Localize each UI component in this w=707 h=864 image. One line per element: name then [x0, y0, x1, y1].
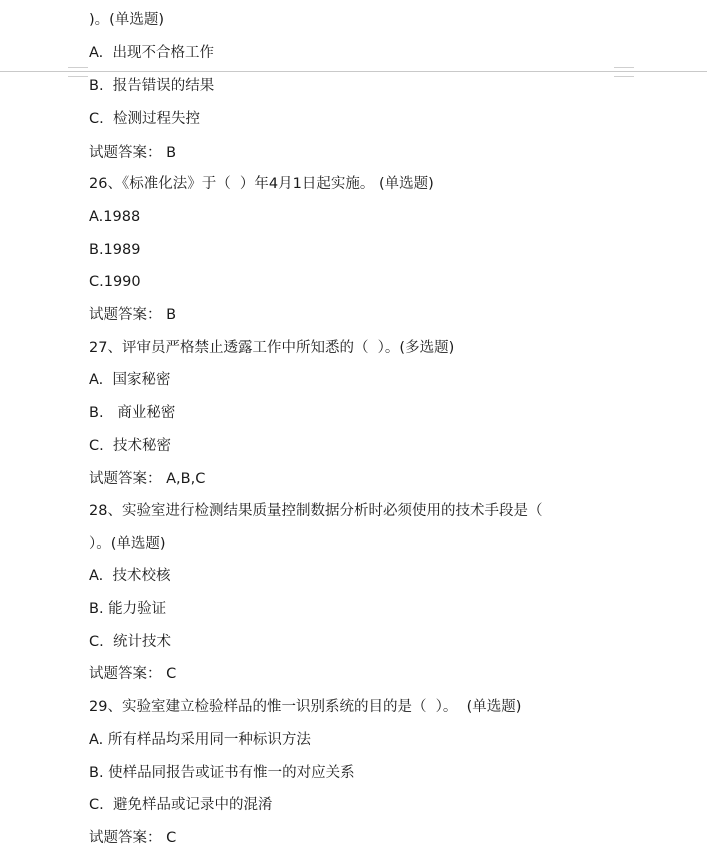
q28-option-c: C. 统计技术	[89, 634, 171, 650]
q27-option-b: B. 商业秘密	[89, 405, 176, 421]
q29-option-c: C. 避免样品或记录中的混淆	[89, 797, 273, 813]
q25-answer: 试题答案： B	[89, 145, 177, 161]
q29-text: 29、实验室建立检验样品的惟一识别系统的目的是（ ）。 (单选题)	[89, 699, 522, 715]
q26-option-a: A.1988	[89, 209, 141, 225]
q26-answer: 试题答案： B	[89, 307, 177, 323]
q28-option-a: A. 技术校核	[89, 568, 171, 584]
q25-option-c: C. 检测过程失控	[89, 111, 200, 127]
q28-text-continued: ）。(单选题)	[89, 536, 166, 552]
q25-option-a: A. 出现不合格工作	[89, 45, 214, 61]
q26-text: 26、《标准化法》于（ ）年4月1日起实施。 (单选题)	[89, 176, 434, 192]
q25-text-tail: )。(单选题)	[89, 12, 164, 28]
q27-option-c: C. 技术秘密	[89, 438, 171, 454]
q28-answer: 试题答案： C	[89, 666, 177, 682]
q29-answer: 试题答案： C	[89, 830, 177, 846]
q25-option-b: B. 报告错误的结果	[89, 78, 215, 94]
q27-option-a: A. 国家秘密	[89, 372, 171, 388]
q28-text: 28、实验室进行检测结果质量控制数据分析时必须使用的技术手段是（	[89, 503, 543, 519]
q29-option-b: B. 使样品同报告或证书有惟一的对应关系	[89, 765, 355, 781]
q29-option-a: A. 所有样品均采用同一种标识方法	[89, 732, 311, 748]
right-margin-marker	[614, 67, 634, 77]
q26-option-c: C.1990	[89, 274, 141, 290]
q27-text: 27、评审员严格禁止透露工作中所知悉的（ ）。(多选题)	[89, 340, 455, 356]
q26-option-b: B.1989	[89, 242, 141, 258]
q28-option-b: B. 能力验证	[89, 601, 167, 617]
q27-answer: 试题答案： A,B,C	[89, 471, 206, 487]
left-margin-marker	[68, 67, 88, 77]
page-break-line	[0, 71, 707, 72]
